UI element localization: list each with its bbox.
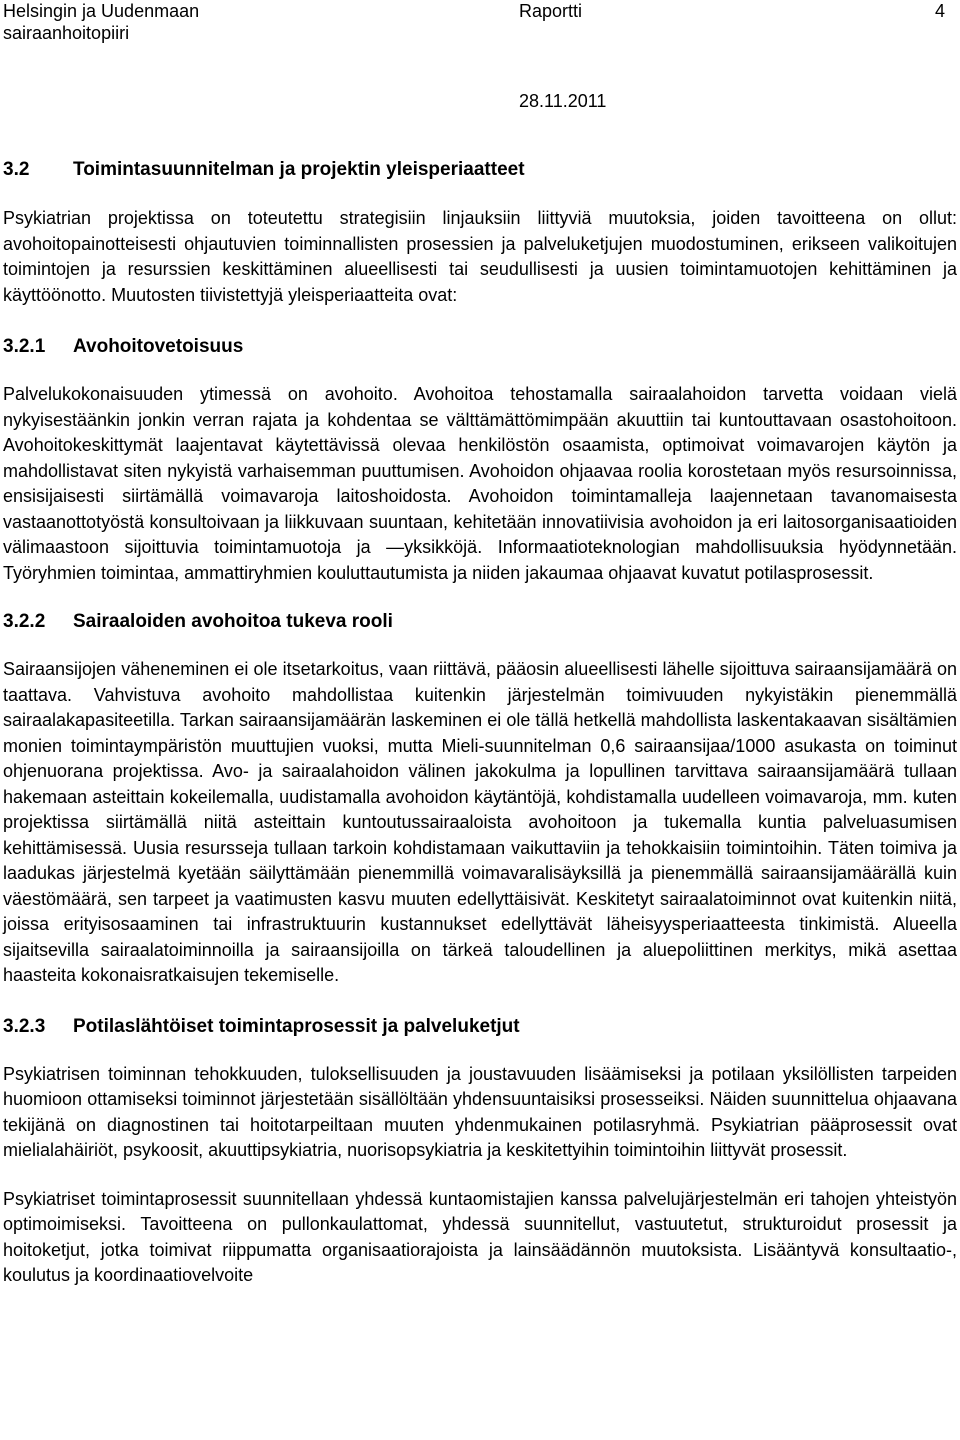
section-heading-3-2 <box>3 158 957 182</box>
header-organization: Helsingin ja Uudenmaan sairaanhoitopiiri <box>3 1 200 43</box>
section-number: 3.2 <box>3 159 30 180</box>
paragraph-3-2-2: Sairaansijojen väheneminen ei ole itsetarkoitus, vaan riittävä, pääosin alueellisesti lähelle sijoittuva sairaansijamäärä on taattava. Vahvistuva avohoito mahdollistaa kuitenkin järjestelmän toimivuuden nykyistäkin pienemmällä sairaalakapasiteetilla. Tarkan sairaansijamäärän laskeminen ei ole tällä hetkellä mahdollista laskentakaavan sisältämien monien toimintaympäristön muuttujien vuoksi, mutta Mieli-suunnitelman 0,6 sairaansijaa/1000 asukasta on toiminut ohjenuorana projektissa. Avo- ja sairaalahoidon välinen jakokulma ja lopullinen tarvittava sairaansijamäärä tullaan hakemaan asteittain kokeilemalla, uudistamalla avohoidon käytäntöjä, kohdistamalla uudelleen voimavaroja, mm. kuten projektissa siirtämällä niitä asteittain kuntoutussairaaloista avohoitoon ja tukemalla kuntia palveluasumisen kehittämisessä. Uusia resursseja tullaan tarkoin kohdistamaan vaikuttaviin ja tehokkaisiin toimintoihin. Täten toimiva ja laadukas järjestelmä kyetään säilyttämään pienemmillä voimavaralisäyksillä ja pienemmällä sairaansijamäärällä kuin väestömäärä, sen tarpeet ja vaatimusten kasvu muuten edellyttäisivät. Keskitetyt sairaalatoiminnot ovat kuitenkin niitä, joissa erityisosaaminen tai infrastruktuurin kustannukset edellyttävät läheisyysperiaatteesta tinkimistä. Alueella sijaitsevilla sairaalatoiminnoilla ja sairaansijoilla on tärkeä taloudellinen ja aluepoliittinen merkitys, mikä asettaa haasteita kokonaisratkaisujen tekemiselle. <box>3 659 957 985</box>
document-body <box>3 158 957 1289</box>
section-title: Toimintasuunnitelman ja projektin yleisperiaatteet <box>73 159 525 180</box>
section-heading-3-2-1 <box>3 335 957 359</box>
section-number: 3.2.2 <box>3 611 46 632</box>
header-document-type: Raportti <box>519 1 583 21</box>
paragraph-3-2-3-a: Psykiatrisen toiminnan tehokkuuden, tuloksellisuuden ja joustavuuden lisäämiseksi ja potilaan yksilöllisten tarpeiden huomioon ottamiseksi toiminnot järjestetään sisällöltään yhdensuuntaisiksi prosesseiksi. Näiden suunnittelua ohjaavana tekijänä on diagnostinen tai hoitotarpeiltaan muuten yhdenmukainen potilasryhmä. Psykiatrian pääprosessit ovat mielialahäiriöt, psykoosit, akuuttipsykiatria, nuorisopsykiatria ja keskitettyihin toimintoihin liittyvät prosessit. <box>3 1063 957 1160</box>
paragraph-3-2-3-b: Psykiatriset toimintaprosessit suunnitellaan yhdessä kuntaomistajien kanssa palvelujärjestelmän eri tahojen yhteistyön optimoimiseksi. Tavoitteena on pullonkaulattomat, yhdessä suunnitellut, vastuutetut, strukturoidut prosessit ja hoitoketjut, jotka toimivat riippumatta organisaatiorajoista ja lainsäädännön muutoksista. Lisääntyvä konsultaatio-, koulutus ja koordinaatiovelvoite <box>3 1188 957 1285</box>
paragraph-3-2-1: Palvelukokonaisuuden ytimessä on avohoito. Avohoitoa tehostamalla sairaalahoidon tarvetta voidaan vielä nykyisestäänkin jonkin verran rajata ja kohdentaa se välttämättömimpään akuuttiin tai kuntouttavaan osastohoitoon. Avohoitokeskittymät laajentavat käytettävissä olevaa henkilöstön osaamista, optimoivat voimavarojen käytön ja mahdollistavat siten nykyistä varhaisemman puuttumisen. Avohoidon ohjaavaa roolia korostetaan myös resursoinnissa, ensisijaisesti siirtämällä voimavaroja laitoshoidosta. Avohoidon toimintamalleja laajennetaan tavanomaisesta vastaanottotyöstä konsultoivaan ja liikkuvaan suuntaan, kehitetään innovatiivisia avohoidon ja eri laitosorganisaatioiden välimaastoon sijoittuvia toimintamuotoja ja —yksikköjä. Informaatioteknologian mahdollisuuksia hyödynnetään. Työryhmien toimintaa, ammattiryhmien kouluttautumista ja niiden jakaumaa ohjaavat kuvatut potilasprosessit. <box>3 384 957 583</box>
section-title: Potilaslähtöiset toimintaprosessit ja palveluketjut <box>73 1015 520 1037</box>
section-heading-3-2-3 <box>3 1015 957 1039</box>
header-page-number: 4 <box>935 1 946 21</box>
section-number: 3.2.3 <box>3 1015 46 1037</box>
header-date: 28.11.2011 <box>519 91 607 111</box>
section-number: 3.2.1 <box>3 336 46 357</box>
paragraph-3-2: Psykiatrian projektissa on toteutettu strategisiin linjauksiin liittyviä muutoksia, joiden tavoitteena on ollut: avohoitopainotteisesti ohjautuvien toiminnallisten prosessien ja palveluketjujen muodostuminen, erikseen valikoitujen toimintojen ja resurssien keskittäminen alueellisesti tai seudullisesti ja uusien toimintamuotojen kehittäminen ja käyttöönotto. Muutosten tiivistettyjä yleisperiaatteita ovat: <box>3 208 957 305</box>
section-heading-3-2-2 <box>3 610 957 634</box>
section-title: Sairaaloiden avohoitoa tukeva rooli <box>73 611 393 632</box>
section-title: Avohoitovetoisuus <box>73 336 244 357</box>
